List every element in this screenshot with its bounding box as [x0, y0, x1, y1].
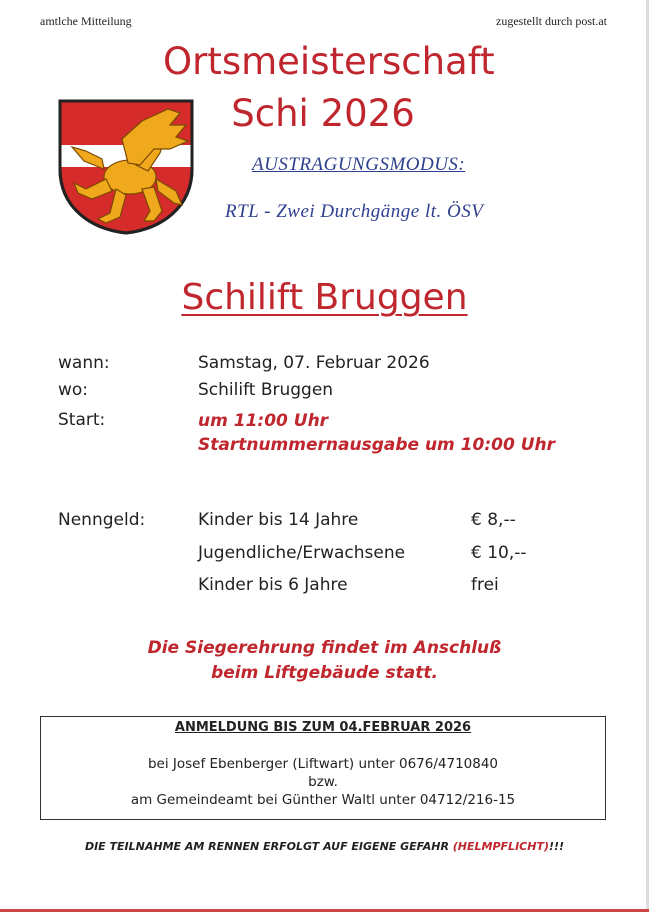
ceremony-line-2: beim Liftgebäude statt.: [211, 663, 438, 683]
title-line-2: Schi 2026: [231, 92, 415, 135]
fee-price: frei: [471, 575, 499, 595]
fee-price: € 10,--: [471, 543, 527, 563]
registration-line-1: bei Josef Ebenberger (Liftwart) unter 0676/4710840: [147, 756, 499, 772]
start-numbers: Startnummernausgabe um 10:00 Uhr: [198, 435, 556, 455]
when-value: Samstag, 07. Februar 2026: [198, 353, 430, 373]
venue-heading: Schilift Bruggen: [181, 277, 468, 318]
fees-label: Nenngeld:: [58, 510, 146, 530]
disclaimer-text: DIE TEILNAHME AM RENNEN ERFOLGT AUF EIGENE GEFAHR: [84, 840, 453, 853]
fee-category: Jugendliche/Erwachsene: [198, 543, 406, 563]
where-label: wo:: [58, 380, 89, 400]
where-value: Schilift Bruggen: [198, 380, 334, 400]
title-line-1: Ortsmeisterschaft: [163, 40, 495, 83]
disclaimer-helmet-note: (HELMPFLICHT): [452, 840, 549, 853]
header-right-note: zugestellt durch post.at: [496, 14, 607, 28]
registration-line-3: am Gemeindeamt bei Günther Waltl unter 04712/216-15: [130, 792, 516, 808]
start-time: um 11:00 Uhr: [198, 411, 329, 431]
coat-of-arms-griffin-icon: [58, 99, 194, 235]
registration-box: [40, 716, 606, 820]
when-label: wann:: [58, 353, 110, 373]
ceremony-line-1: Die Siegerehrung findet im Anschluß: [147, 638, 502, 658]
mode-heading: AUSTRAGUNGSMODUS:: [252, 154, 466, 175]
disclaimer-suffix: !!!: [548, 840, 565, 853]
registration-line-2: bzw.: [308, 774, 338, 790]
mode-text: RTL - Zwei Durchgänge lt. ÖSV: [225, 201, 484, 222]
disclaimer: [0, 840, 649, 853]
start-label: Start:: [58, 410, 106, 430]
header-left-note: amtlche Mitteilung: [40, 14, 132, 28]
fee-price: € 8,--: [471, 510, 516, 530]
fee-category: Kinder bis 14 Jahre: [198, 510, 359, 530]
registration-heading: ANMELDUNG BIS ZUM 04.FEBRUAR 2026: [174, 720, 472, 735]
fee-category: Kinder bis 6 Jahre: [198, 575, 348, 595]
